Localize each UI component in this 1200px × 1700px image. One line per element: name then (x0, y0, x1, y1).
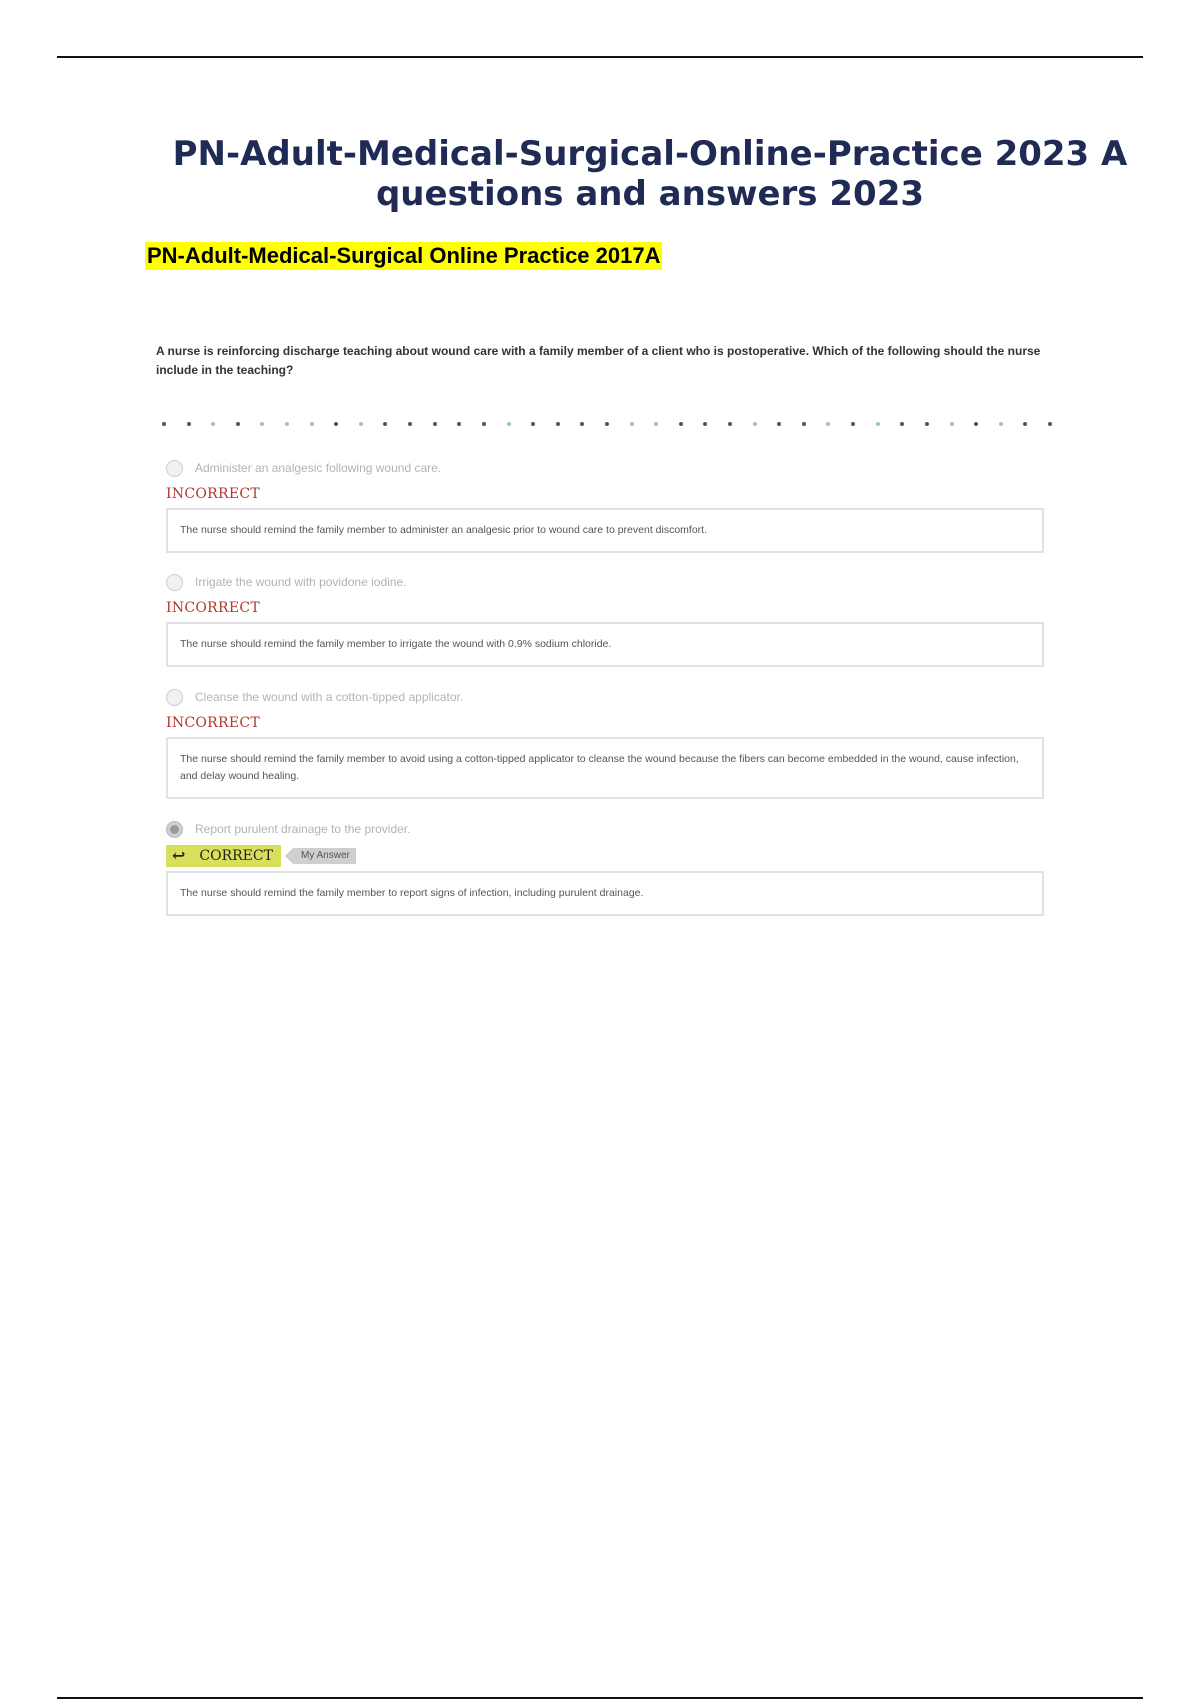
progress-dot (753, 422, 757, 426)
progress-dot (556, 422, 560, 426)
incorrect-label: INCORRECT (166, 715, 261, 731)
highlighted-subtitle: PN-Adult-Medical-Surgical Online Practice 2017A (147, 243, 661, 268)
progress-dot (334, 422, 338, 426)
top-rule (57, 56, 1143, 58)
progress-dot (383, 422, 387, 426)
progress-dot (777, 422, 781, 426)
progress-dot (728, 422, 732, 426)
title-line-1: PN-Adult-Medical-Surgical-Online-Practice 2023 A (172, 134, 1128, 174)
progress-dot (507, 422, 511, 426)
progress-dot (285, 422, 289, 426)
answer-option-4 (166, 818, 1046, 916)
correct-label: CORRECT (199, 848, 273, 864)
rationale-box: The nurse should remind the family member to administer an analgesic prior to wound care to prevent discomfort. (166, 508, 1044, 553)
verdict-row (166, 845, 1046, 867)
answer-option-2 (166, 571, 1046, 667)
progress-dots (162, 420, 1052, 428)
progress-dot (605, 422, 609, 426)
progress-dot (826, 422, 830, 426)
bottom-rule (57, 1697, 1143, 1699)
progress-dot (457, 422, 461, 426)
progress-dot (580, 422, 584, 426)
option-radio[interactable] (166, 689, 183, 706)
rationale-box: The nurse should remind the family member to avoid using a cotton-tipped applicator to cleanse the wound because the fibers can become embedded in the wound, cause infection, and delay wound healing. (166, 737, 1044, 799)
answer-option-1 (166, 457, 1046, 553)
progress-dot (236, 422, 240, 426)
progress-dot (310, 422, 314, 426)
progress-dot (925, 422, 929, 426)
progress-dot (950, 422, 954, 426)
option-radio[interactable] (166, 460, 183, 477)
progress-dot (162, 422, 166, 426)
progress-dot (654, 422, 658, 426)
title-line-2: questions and answers 2023 (375, 174, 925, 214)
correct-badge (166, 845, 281, 867)
option-text: Administer an analgesic following wound care. (195, 461, 442, 475)
option-radio-selected[interactable] (166, 821, 183, 838)
progress-dot (187, 422, 191, 426)
progress-dot (999, 422, 1003, 426)
progress-dot (802, 422, 806, 426)
incorrect-label: INCORRECT (166, 600, 261, 616)
answer-option-3 (166, 686, 1046, 799)
progress-dot (531, 422, 535, 426)
progress-dot (260, 422, 264, 426)
question-stem: A nurse is reinforcing discharge teaching about wound care with a family member of a client who is postoperative. Which of the following should the nurse include in the teaching? (156, 344, 1041, 377)
progress-dot (482, 422, 486, 426)
progress-dot (433, 422, 437, 426)
incorrect-label: INCORRECT (166, 486, 261, 502)
rationale-box: The nurse should remind the family member to report signs of infection, including purulent drainage. (166, 871, 1044, 916)
my-answer-tag: My Answer (293, 848, 356, 864)
progress-dot (630, 422, 634, 426)
option-text: Cleanse the wound with a cotton-tipped applicator. (195, 690, 464, 704)
return-arrow-icon: ↩ (172, 846, 186, 865)
option-radio[interactable] (166, 574, 183, 591)
progress-dot (703, 422, 707, 426)
rationale-box: The nurse should remind the family member to irrigate the wound with 0.9% sodium chloride. (166, 622, 1044, 667)
progress-dot (1023, 422, 1027, 426)
progress-dot (851, 422, 855, 426)
option-text: Irrigate the wound with povidone iodine. (195, 575, 407, 589)
progress-dot (211, 422, 215, 426)
progress-dot (359, 422, 363, 426)
progress-dot (974, 422, 978, 426)
progress-dot (876, 422, 880, 426)
progress-dot (900, 422, 904, 426)
progress-dot (408, 422, 412, 426)
quiz-screenshot (150, 326, 1150, 926)
option-text: Report purulent drainage to the provider. (195, 822, 411, 836)
progress-dot (679, 422, 683, 426)
progress-dot (1048, 422, 1052, 426)
document-title (150, 134, 1150, 214)
